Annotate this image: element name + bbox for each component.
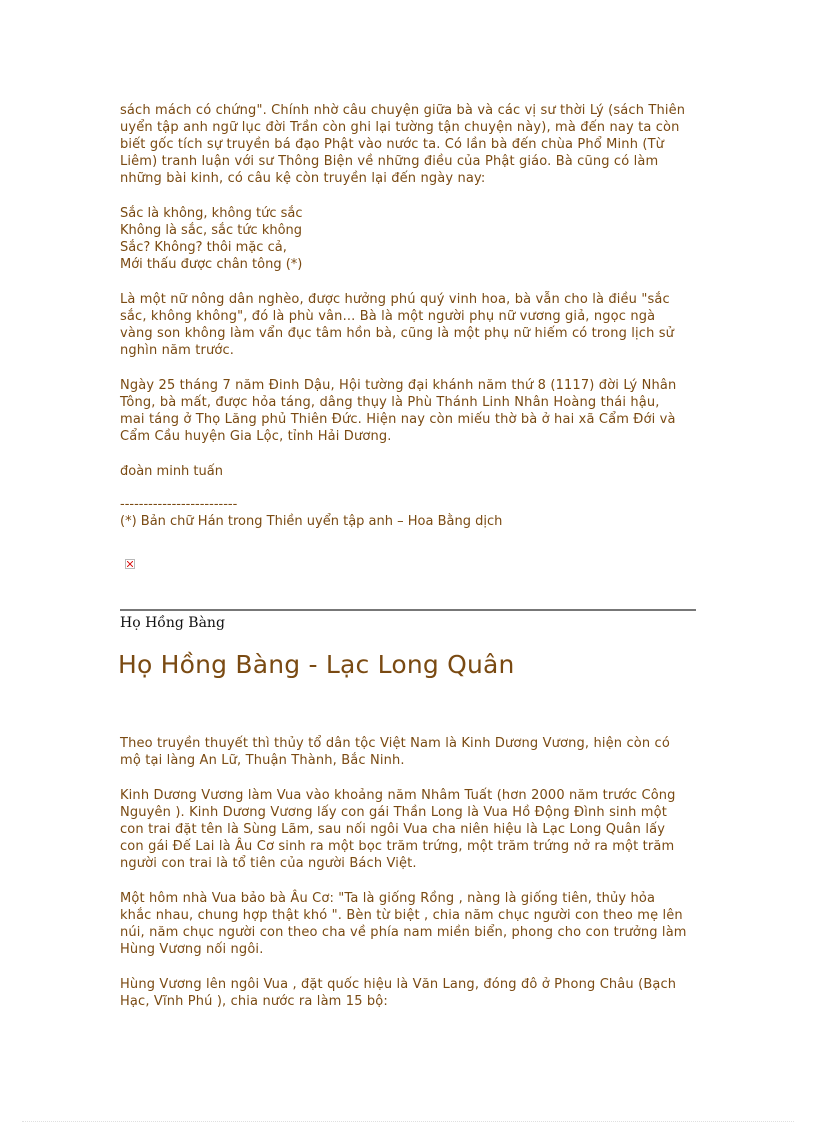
- paragraph-intro: sách mách có chứng". Chính nhờ câu chuyện giữa bà và các vị sư thời Lý (sách Thiên uyển tập anh ngữ lục đời Trần còn ghi lại tường tận chuyện này), mà đến nay ta còn biết gốc tích sự truyền bá đạo Phật vào nước ta. Có lần bà đến chùa Phổ Minh (Từ Liêm) tranh luận với sư Thông Biện về những điều của Phật giáo. Bà cũng có làm những bài kinh, có câu kệ còn truyền lại đến ngày nay:: [120, 103, 686, 186]
- poem-line: Sắc? Không? thôi mặc cả,: [120, 240, 287, 255]
- article-body: [120, 735, 700, 1028]
- footnote: (*) Bản chữ Hán trong Thiền uyển tập anh – Hoa Bằng dịch: [120, 514, 503, 529]
- article-continuation: [120, 102, 700, 530]
- poem-line: Không là sắc, sắc tức không: [120, 223, 303, 238]
- section-divider: [120, 609, 696, 611]
- article-title: Họ Hồng Bàng - Lạc Long Quân: [118, 650, 515, 679]
- paragraph: Theo truyền thuyết thì thủy tổ dân tộc Việt Nam là Kinh Dương Vương, hiện còn có mộ tại làng An Lữ, Thuận Thành, Bắc Ninh.: [120, 736, 670, 768]
- paragraph-peasant: Là một nữ nông dân nghèo, được hưởng phú quý vinh hoa, bà vẫn cho là điều "sắc sắc, không không", đó là phù vân... Bà là một người phụ nữ vương giả, ngọc ngà vàng son không làm vẩn đục tâm hồn bà, cũng là một phụ nữ hiếm có trong lịch sử nghìn năm trước.: [120, 292, 675, 358]
- poem: [120, 205, 700, 273]
- footnote-separator: -------------------------: [120, 497, 238, 512]
- paragraph-death: Ngày 25 tháng 7 năm Đinh Dậu, Hội tường đại khánh năm thứ 8 (1117) đời Lý Nhân Tông, bà mất, được hỏa táng, dâng thụy là Phù Thánh Linh Nhân Hoàng thái hậu, mai táng ở Thọ Lăng phủ Thiên Đức. Hiện nay còn miếu thờ bà ở hai xã Cẩm Đới và Cẩm Cầu huyện Gia Lộc, tỉnh Hải Dương.: [120, 378, 677, 444]
- poem-line: Mới thấu được chân tông (*): [120, 257, 303, 272]
- section-label: Họ Hồng Bàng: [120, 615, 225, 631]
- paragraph: Một hôm nhà Vua bảo bà Âu Cơ: "Ta là giống Rồng , nàng là giống tiên, thủy hỏa khắc nhau, chung hợp thật khó ". Bèn từ biệt , chia năm chục người con theo mẹ lên núi, năm chục người con theo cha về phía nam miền biển, phong cho con trưởng làm Hùng Vương nối ngôi.: [120, 891, 687, 957]
- poem-line: Sắc là không, không tức sắc: [120, 206, 303, 221]
- paragraph: Kinh Dương Vương làm Vua vào khoảng năm Nhâm Tuất (hơn 2000 năm trước Công Nguyên ). Kinh Dương Vương lấy con gái Thần Long là Vua Hồ Động Đình sinh một con trai đặt tên là Sùng Lãm, sau nối ngôi Vua cha niên hiệu là Lạc Long Quân lấy con gái Đế Lai là Âu Cơ sinh ra một bọc trăm trứng, một trăm trứng nở ra một trăm người con trai là tổ tiên của người Bách Việt.: [120, 788, 676, 871]
- page-bottom-border: [22, 1121, 794, 1122]
- broken-image-icon: [125, 559, 135, 569]
- author-signature: đoàn minh tuấn: [120, 464, 223, 479]
- paragraph: Hùng Vương lên ngôi Vua , đặt quốc hiệu là Văn Lang, đóng đô ở Phong Châu (Bạch Hạc, Vĩnh Phú ), chia nước ra làm 15 bộ:: [120, 977, 677, 1009]
